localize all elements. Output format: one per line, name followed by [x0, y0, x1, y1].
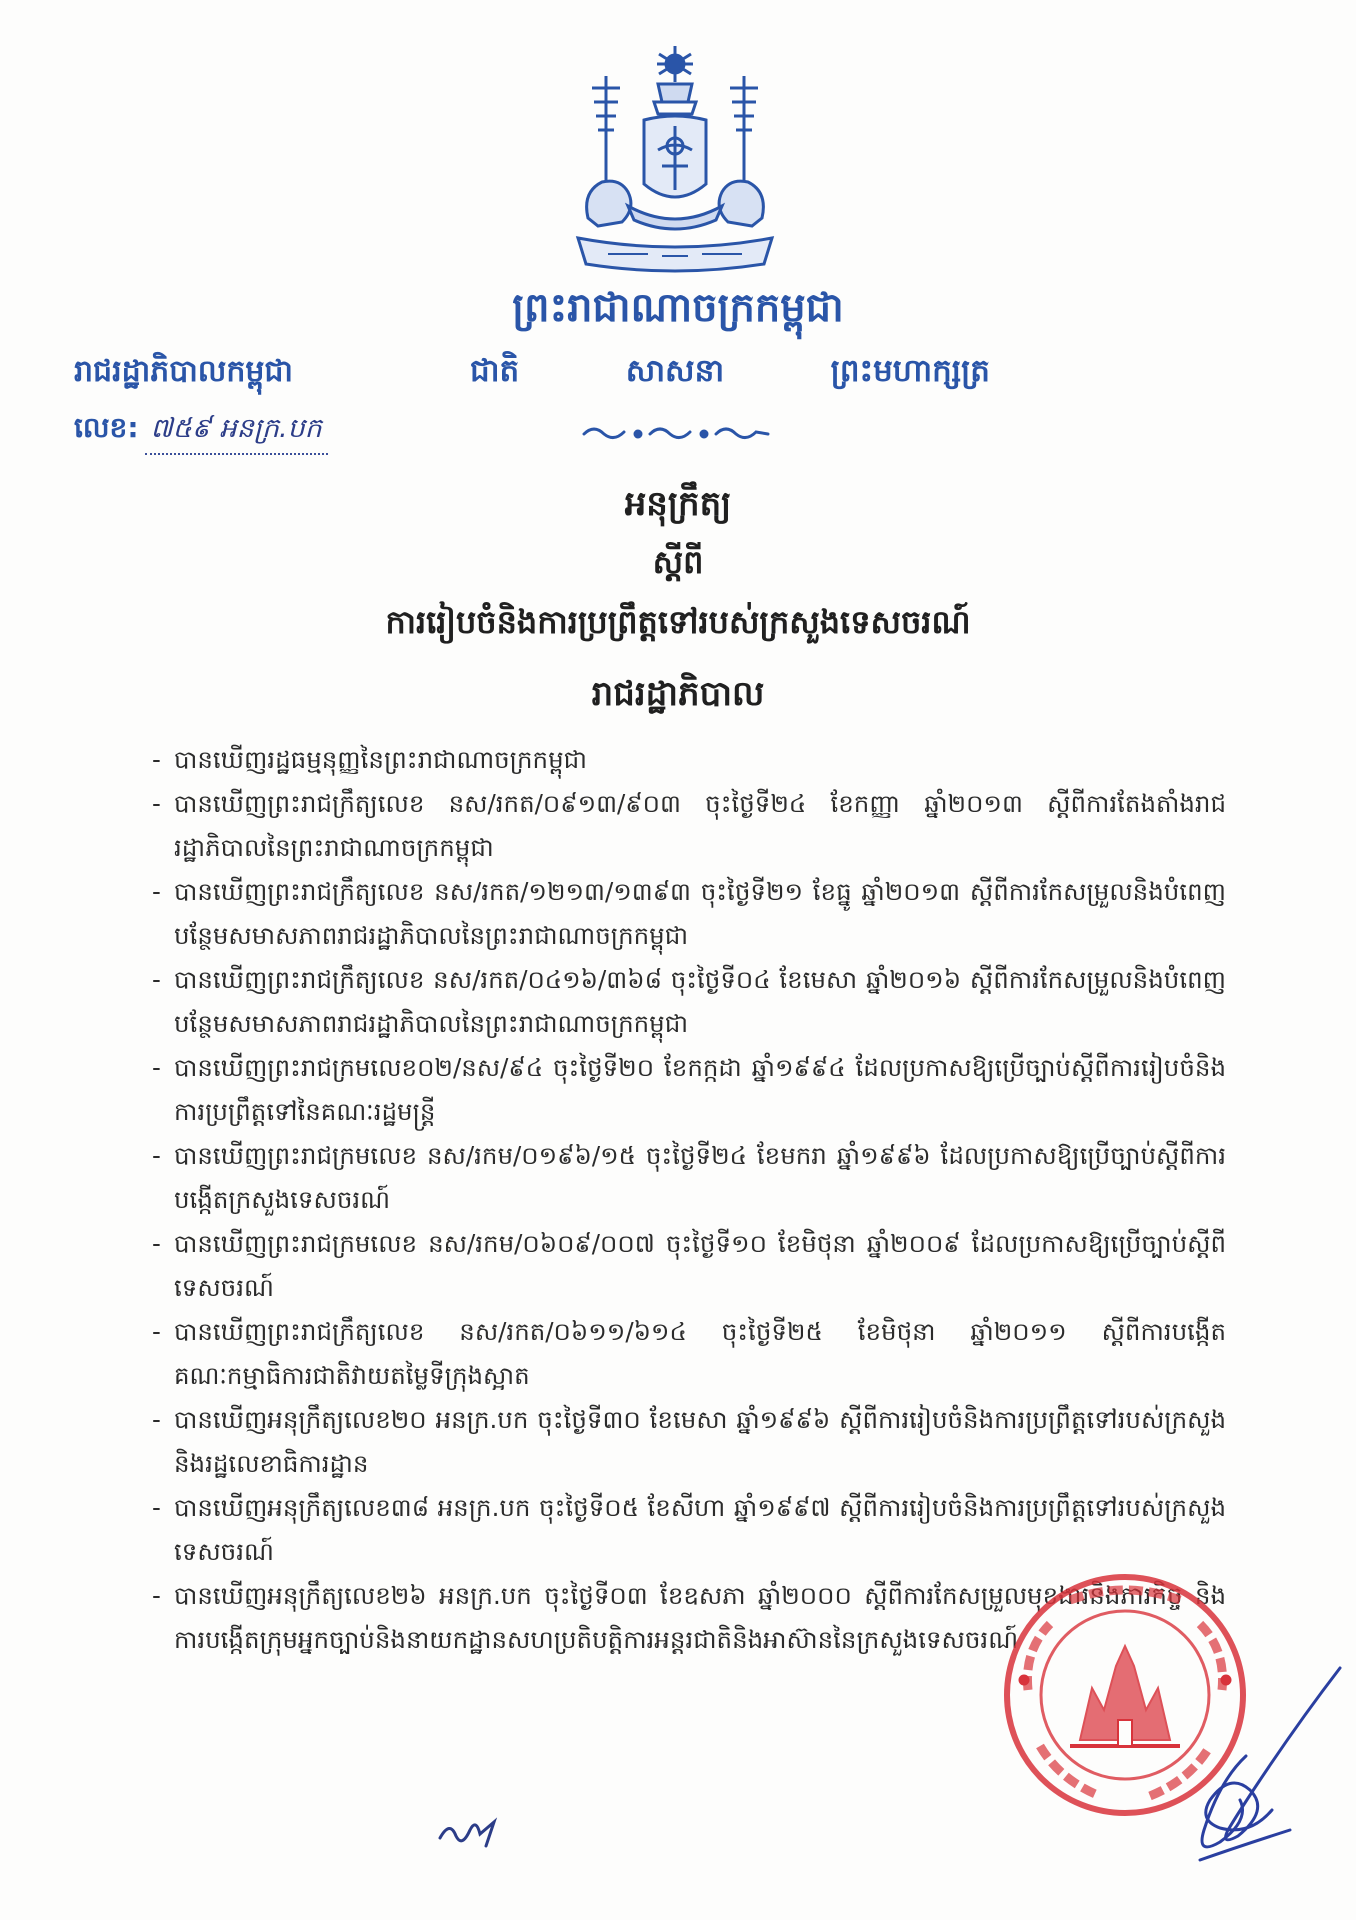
list-item: - បានឃើញព្រះរាជក្រមលេខ នស/រកម/០១៩៦/១៥ ចុះថ្ងៃទី២៤ ខែមករា ឆ្នាំ១៩៩៦ ដែលប្រកាសឱ្យប្រើច្បាប់ស្ដីពីការបង្កើតក្រសួងទេសចរណ៍ [152, 1141, 1226, 1214]
national-motto [470, 352, 990, 397]
list-item: - បានឃើញព្រះរាជក្រមលេខ០២/នស/៩៤ ចុះថ្ងៃទី២០ ខែកក្កដា ឆ្នាំ១៩៩៤ ដែលប្រកាសឱ្យប្រើច្បាប់ស្ដីពីការរៀបចំនិងការប្រព្រឹត្តទៅនៃគណៈរដ្ឋមន្ត្រី [152, 1053, 1226, 1126]
reference-value: ៧៥៩ អនក្រ.បក [145, 412, 328, 455]
list-item: - បានឃើញអនុក្រឹត្យលេខ២០ អនក្រ.បក ចុះថ្ងៃទី៣០ ខែមេសា ឆ្នាំ១៩៩៦ ស្ដីពីការរៀបចំនិងការប្រព្រឹត្តទៅរបស់ក្រសួងនិងរដ្ឋលេខាធិការដ្ឋាន [152, 1405, 1226, 1478]
signature-icon [1180, 1660, 1350, 1870]
reference-label: លេខ: [74, 411, 139, 444]
visa-list [152, 738, 1226, 1662]
about-label: ស្ដីពី [652, 543, 704, 581]
list-item: - បានឃើញអនុក្រឹត្យលេខ៣៨ អនក្រ.បក ចុះថ្ងៃទី០៥ ខែសីហា ឆ្នាំ១៩៩៧ ស្ដីពីការរៀបចំនិងការប្រព្រឹត្តទៅរបស់ក្រសួងទេសចរណ៍ [152, 1493, 1226, 1566]
document-type: អនុក្រឹត្យ [624, 484, 732, 524]
kingdom-title: ព្រះរាជាណាចក្រកម្ពុជា [512, 285, 844, 331]
enacting-authority: រាជរដ្ឋាភិបាល [591, 674, 765, 714]
issuing-authority: រាជរដ្ឋាភិបាលកម្ពុជា [74, 354, 293, 389]
royal-emblem-icon [558, 42, 792, 274]
list-item: - បានឃើញព្រះរាជក្រឹត្យលេខ នស/រកត/១២១៣/១៣៩៣ ចុះថ្ងៃទី២១ ខែធ្នូ ឆ្នាំ២០១៣ ស្ដីពីការកែសម្រួលនិងបំពេញបន្ថែមសមាសភាពរាជរដ្ឋាភិបាលនៃព្រះរាជាណាចក្រកម្ពុជា [152, 877, 1226, 950]
ornament-divider-icon [578, 422, 774, 444]
list-item: - បានឃើញអនុក្រឹត្យលេខ២៦ អនក្រ.បក ចុះថ្ងៃទី០៣ ខែឧសភា ឆ្នាំ២០០០ ស្ដីពីការកែសម្រួលមុខងារនិងភារកិច្ច និងការបង្កើតក្រុមអ្នកច្បាប់និងនាយកដ្ឋានសហប្រតិបត្តិការអន្តរជាតិនិងអាស៊ាននៃក្រសួងទេសចរណ៍ [152, 1581, 1226, 1654]
list-item: - បានឃើញព្រះរាជក្រឹត្យលេខ នស/រកត/០៦១១/៦១៤ ចុះថ្ងៃទី២៥ ខែមិថុនា ឆ្នាំ២០១១ ស្ដីពីការបង្កើតគណៈកម្មាធិការជាតិវាយតម្លៃទីក្រុងស្អាត [152, 1317, 1226, 1390]
handwritten-initials-icon [436, 1812, 506, 1852]
list-item: - បានឃើញព្រះរាជក្រមលេខ នស/រកម/០៦០៩/០០៧ ចុះថ្ងៃទី១០ ខែមិថុនា ឆ្នាំ២០០៩ ដែលប្រកាសឱ្យប្រើច្បាប់ស្ដីពីទេសចរណ៍ [152, 1229, 1226, 1302]
list-item: - បានឃើញព្រះរាជក្រឹត្យលេខ នស/រកត/០៩១៣/៩០៣ ចុះថ្ងៃទី២៤ ខែកញ្ញា ឆ្នាំ២០១៣ ស្ដីពីការតែងតាំងរាជរដ្ឋាភិបាលនៃព្រះរាជាណាចក្រកម្ពុជា [152, 789, 1226, 862]
reference-number [74, 410, 328, 455]
motto-religion: សាសនា [625, 353, 725, 389]
document-subject: ការរៀបចំនិងការប្រព្រឹត្តទៅរបស់ក្រសួងទេសចរណ៍ [385, 603, 971, 641]
motto-king: ព្រះមហាក្សត្រ [830, 353, 990, 389]
list-item: - បានឃើញរដ្ឋធម្មនុញ្ញនៃព្រះរាជាណាចក្រកម្ពុជា [152, 745, 587, 774]
list-item: - បានឃើញព្រះរាជក្រឹត្យលេខ នស/រកត/០៤១៦/៣៦៨ ចុះថ្ងៃទី០៤ ខែមេសា ឆ្នាំ២០១៦ ស្ដីពីការកែសម្រួលនិងបំពេញបន្ថែមសមាសភាពរាជរដ្ឋាភិបាលនៃព្រះរាជាណាចក្រកម្ពុជា [152, 965, 1226, 1038]
motto-nation: ជាតិ [470, 353, 520, 389]
